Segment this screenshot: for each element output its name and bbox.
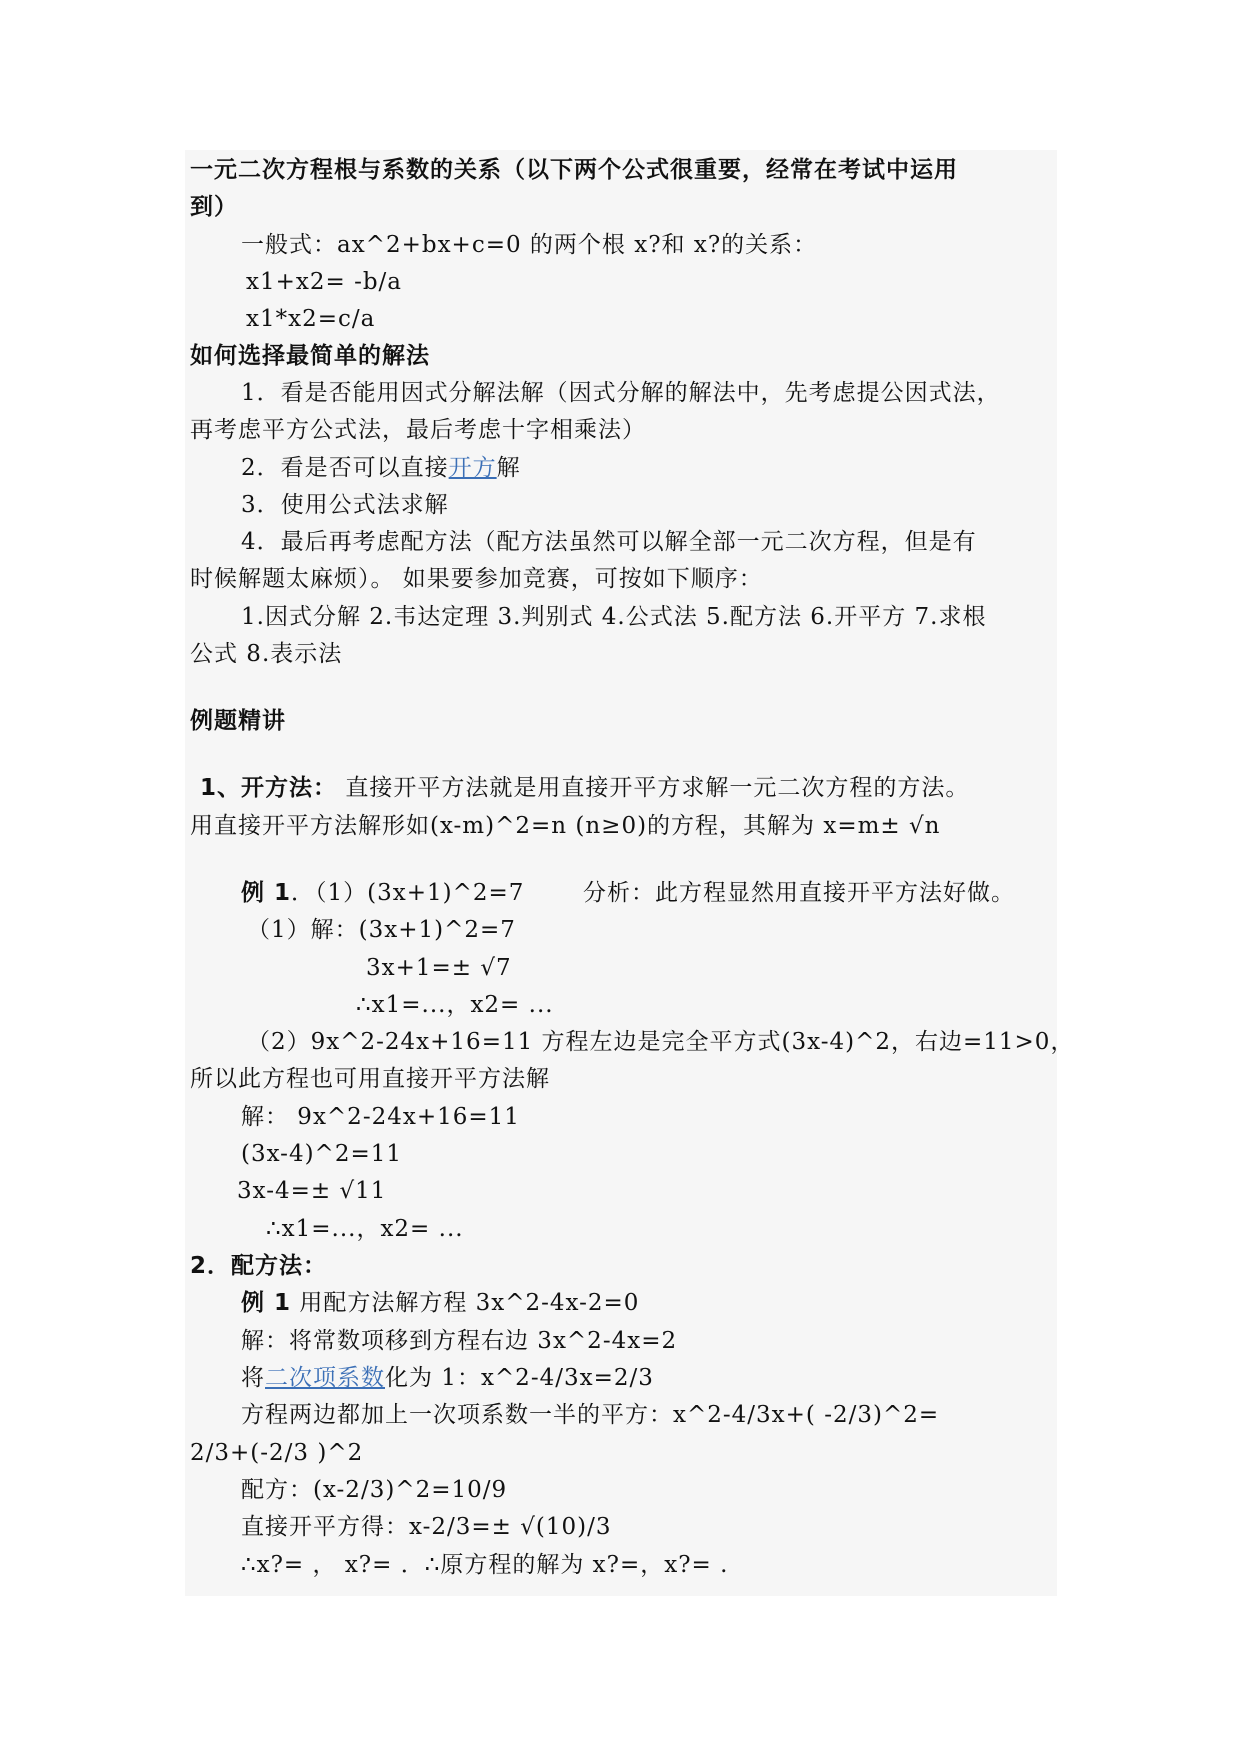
method-item-4-cont: 时候解题太麻烦）。 如果要参加竞赛，可按如下顺序：	[190, 566, 763, 592]
cs-example-question	[241, 1288, 639, 1318]
cs-step2-pre: 将	[241, 1365, 265, 1391]
cs-step2-post: 化为 1：x^2-4/3x=2/3	[385, 1365, 654, 1391]
example1-step3: ∴x1=...，x2= ...	[356, 992, 554, 1018]
section-title-examples: 例题精讲	[190, 708, 286, 734]
formula-sum: x1+x2= -b/a	[246, 269, 403, 295]
example2-step2: (3x-4)^2=11	[241, 1141, 402, 1167]
cs-example-label: 例 1	[241, 1290, 292, 1316]
link-kaifang[interactable]: 开方	[448, 455, 497, 481]
cs-step5: 直接开平方得：x-2/3=± √(10)/3	[241, 1514, 612, 1540]
example1-step1: （1）解：(3x+1)^2=7	[247, 917, 516, 943]
section-title-choose-method: 如何选择最简单的解法	[190, 343, 430, 369]
example2-question-cont: 所以此方程也可用直接开平方法解	[190, 1066, 550, 1092]
method-item-2-post: 解	[496, 455, 521, 481]
cs-step2	[241, 1363, 654, 1393]
method-item-2	[241, 453, 521, 483]
general-form-text: 一般式：ax^2+bx+c=0 的两个根 x?和 x?的关系：	[241, 232, 818, 258]
example2-question: （2）9x^2-24x+16=11 方程左边是完全平方式(3x-4)^2，右边=11>0，	[247, 1029, 1075, 1055]
method-item-4: 4．最后再考虑配方法（配方法虽然可以解全部一元二次方程，但是有	[241, 529, 977, 555]
example1-step2: 3x+1=± √7	[366, 955, 512, 981]
method-item-1-cont: 再考虑平方公式法，最后考虑十字相乘法）	[190, 417, 646, 443]
section-title-roots-coefficients-cont: 到）	[190, 194, 238, 220]
example1-text: ．（1）(3x+1)^2=7	[291, 880, 525, 906]
competition-order-cont: 公式 8.表示法	[190, 641, 343, 667]
example1-question	[241, 878, 524, 908]
cs-step3: 方程两边都加上一次项系数一半的平方：x^2-4/3x+( -2/3)^2=	[241, 1402, 940, 1428]
example2-step3: 3x-4=± √11	[237, 1178, 387, 1204]
cs-example-text: 用配方法解方程 3x^2-4x-2=0	[291, 1290, 640, 1316]
method1-label: 1、开方法：	[200, 775, 338, 801]
method-item-3: 3．使用公式法求解	[241, 492, 449, 518]
example1-analysis: 分析：此方程显然用直接开平方法好做。	[583, 880, 1015, 906]
section-title-completing-square: 2．配方法：	[190, 1253, 328, 1279]
method1-desc: 直接开平方法就是用直接开平方求解一元二次方程的方法。	[337, 775, 970, 801]
example1-label: 例 1	[241, 880, 292, 906]
competition-order: 1.因式分解 2.韦达定理 3.判别式 4.公式法 5.配方法 6.开平方 7.求根	[241, 604, 987, 630]
formula-product: x1*x2=c/a	[246, 306, 376, 332]
cs-step4: 配方：(x-2/3)^2=10/9	[241, 1477, 508, 1503]
method1-heading	[200, 773, 969, 803]
cs-step6: ∴x?= ， x?= ．∴原方程的解为 x?=，x?= .	[241, 1552, 729, 1578]
section-title-roots-coefficients: 一元二次方程根与系数的关系（以下两个公式很重要，经常在考试中运用	[190, 157, 958, 183]
link-quadratic-coefficient[interactable]: 二次项系数	[265, 1365, 385, 1391]
method-item-2-pre: 2．看是否可以直接	[241, 455, 449, 481]
cs-step1: 解：将常数项移到方程右边 3x^2-4x=2	[241, 1328, 678, 1354]
example2-step4: ∴x1=...，x2= ...	[266, 1216, 464, 1242]
method-item-1: 1．看是否能用因式分解法解（因式分解的解法中，先考虑提公因式法，	[241, 380, 1001, 406]
cs-step3-cont: 2/3+(-2/3 )^2	[190, 1440, 364, 1466]
method1-desc-cont: 用直接开平方法解形如(x-m)^2=n (n≥0)的方程，其解为 x=m± √n	[190, 813, 941, 839]
example2-step1: 解： 9x^2-24x+16=11	[241, 1104, 520, 1130]
